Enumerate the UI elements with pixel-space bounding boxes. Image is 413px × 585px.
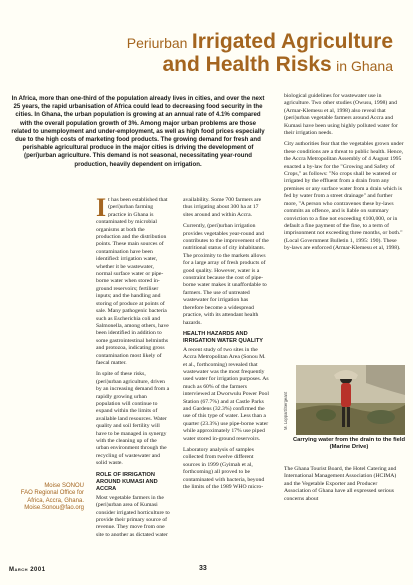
article-column-3-bottom: [284, 466, 404, 507]
section-heading: ROLE OF IRRIGATION AROUND KUMASI AND ACCRA: [96, 471, 158, 493]
paragraph: In spite of these risks, (peri)urban agriculture, driven by an increasing demand from a rapidly growing urban population will continue to expand within the limits of available land resources. Water quality and soil fertility will have to be managed in synergy with the cleaning up of the urban environment through the recycling of wastewater and solid waste.: [96, 371, 170, 467]
photo-caption: Carrying water from the drain to the field (Marine Drive): [292, 437, 406, 450]
paragraph: biological guidelines for wastewater use in agriculture. Two other studies (Owusu, 1998) and (Armar-Klemesu et al, 1998) also reveal that (peri)urban vegetable farmers around Accra and Kumasi have been using highly polluted water for their irrigation needs.: [284, 93, 398, 137]
article-column-2: [183, 197, 269, 495]
author-affiliation: FAO Regional Office for: [20, 490, 84, 497]
author-credit: [8, 483, 84, 513]
drop-cap: I: [96, 193, 107, 222]
author-location: Africa, Accra, Ghana.: [27, 497, 84, 504]
paragraph: Laboratory analysis of samples collected from twelve different sources in 1999 (Gyimah et al, forthcoming) all proved to be contaminated with bacteria, beyond the limits of the 1989 WHO micro-: [183, 447, 265, 491]
title-prefix: Periurban: [126, 35, 188, 51]
paragraph: Currently, (peri)urban irrigation provides vegetables year-round and contributes to the improvement of the nutritional status of city inhabitants. The proximity to the markets allows for a large array of fresh products of good quality. However, water is a constraint because the cost of pipe-borne water makes it unaffordable to farmers. The use of untreated wastewater for irrigation has therefore become a widespread practice, with its attendant health hazards.: [183, 223, 269, 326]
author-email[interactable]: Moise.Sonou@fao.org: [24, 505, 84, 512]
lead-paragraph: In Africa, more than one-third of the population already lives in cities, and over the next 25 years, the rapid urbanisation of Africa could lead to decreasing food security in the cities. In Ghana, the urban population is growing at an annual rate of 4.1% compared with the overall population growth of 3%. Among major urban problems are those related to unemployment and under-employment, as well as high food prices especially due to the high costs of marketing food products. The growing demand for fresh and perishable agricultural produce in the major cities is driving the development of (peri)urban agriculture. This demand is not seasonal, necessitating year-round production, heavily dependent on irrigation.: [11, 95, 265, 168]
paragraph: A recent study of two sites in the Accra Metropolitan Area (Sonou M. et al., forthcoming) revealed that wastewater was the most frequently used water for irrigation purposes. As much as 60% of the farmers interviewed at Dworwulu Power Pool Station (67.7%) and at Castle Parks and Gardens (32.3%) confirmed the use of this type of water. Less than a quarter (23.3%) use pipe-borne water while approximately 17% use piped water stored in-ground reservoirs.: [183, 346, 269, 442]
title-suffix: in Ghana: [336, 58, 393, 74]
title-main-2: and Health Risks: [162, 53, 332, 76]
field-photo: [296, 365, 405, 435]
title-main-1: Irrigated Agriculture: [191, 30, 393, 53]
article-column-3-top: [284, 93, 404, 257]
paragraph: availability. Some 700 farmers are thus irrigating about 300 ha at 17 sites around and within Accra.: [183, 197, 262, 218]
title-line-1: [0, 30, 393, 54]
title-line-2: [0, 53, 393, 77]
paragraph: The Ghana Tourist Board, the Hotel Catering and International Management Association (HCIMA) and the Vegetable Exporter and Producer Association of Ghana have all expressed serious concerns about: [284, 466, 397, 502]
page-number: 33: [199, 565, 207, 572]
photo-credit: M. Loppart/Sergeant: [283, 391, 288, 430]
paragraph: City authorities fear that the vegetables grown under these conditions are a threat to public health. Hence, the Accra Metropolitan Assembly of 4 August 1995 enacted a by-law for the "Growing and Safety of Crops," as follows: "No crops shall be watered or irrigated by the effluent from a drain from any premises or any surface water from a drain which is fed by water from a street drainage" and further more, "A person who contravenes these by-laws commits an offence, and is liable on summary conviction to a fine not exceeding ¢100,000, or in default a fine payment of the fine, to a term of imprisonment not exceeding three months, or both." (Local Government Bulletin 1, 1995: 190). These by-laws are enforced (Armar-Klemesu et al, 1998).: [284, 141, 404, 252]
issue-date: March 2001: [9, 567, 46, 573]
section-heading: HEALTH HAZARDS AND IRRIGATION WATER QUALITY: [183, 330, 263, 345]
paragraph: Most vegetable farmers in the (peri)urban area of Kumasi consider irrigated horticulture to provide their primary source of revenue. They move from one site to another as dictated water: [96, 494, 170, 538]
author-name: Moise SONOU: [44, 483, 84, 489]
top-band: [0, 0, 413, 27]
paragraph: It has been established that (peri)urban farming practice in Ghana is contaminated by microbial organisms at both the production and the distribution points. These main sources of contamination have been identified: irrigation water, whether it be wastewater, normal surface water or pipe-borne water when stored in-ground reservoirs; fertiliser inputs; and the handling and storing of produce at points of sale. Many pathogenic bacteria such as Escherichia coli and Salmonella, among others, have been identified in addition to some gastrointestinal helminths and protozoa, indicating gross contamination most likely of faecal matter.: [96, 193, 169, 366]
article-column-1: [96, 193, 170, 543]
